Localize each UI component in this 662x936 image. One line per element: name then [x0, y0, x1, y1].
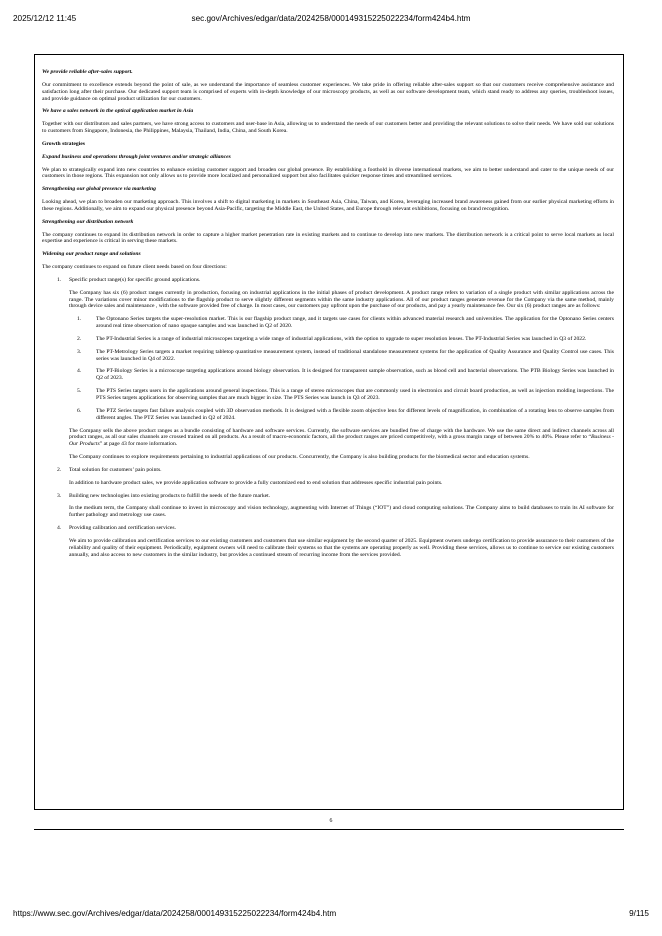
- product-range-number: 2.: [77, 335, 82, 342]
- direction-paragraph-pricing: [69, 428, 614, 449]
- direction-paragraph: In addition to hardware product sales, we provide application software to provide a fully customized end to end solution that addresses specific industrial pain points.: [69, 479, 443, 486]
- product-range-text: The PTZ Series targets fast failure analysis coupled with 3D observation methods. It is designed with a flexible zoom objective lens for different levels of magnification, in combination of a rotating lens to observe samples from different angles. The PTZ Series was launched in Q2 of 2024.: [96, 407, 614, 421]
- direction-lead: Total solution for customers’ pain points.: [69, 466, 162, 473]
- document-page-number: 6: [329, 818, 333, 824]
- product-range-text: The PT-Biology Series is a microscope targeting applications around biology observation. It is designed for transparent sample observation, such as blood cell and bacterial observations. The PTB Biology Series was launched in Q2 of 2023.: [96, 368, 614, 382]
- document-page-frame: [34, 54, 624, 810]
- direction-number: 2.: [57, 466, 62, 473]
- direction-paragraph-exploration: The Company continues to explore requirements pertaining to industrial applications of our products. Concurrently, the Company is also building products for the biomedical sector and education systems.: [69, 454, 530, 461]
- heading-after-sales: We provide reliable after-sales support.: [42, 69, 133, 75]
- heading-global-marketing: Strengthening our global presence via marketing: [42, 186, 156, 193]
- print-page-counter: 9/115: [629, 909, 649, 918]
- product-range-number: 1.: [77, 316, 82, 323]
- direction-number: 1.: [57, 276, 62, 283]
- pricing-text-before: The Company sells the above product ranges as a bundle consisting of hardware and software services. Currently, the software services are bundled free of charge with the hardware. We use the same direct and indirect channels across all product ranges, as all our sales channels are crossed trained on all products. As a result of macro-economic factors, all the product ranges are priced competitively, with a gross margin range of between 20% to 40%. Please refer to “: [69, 427, 614, 441]
- browser-print-header: [0, 14, 662, 26]
- product-range-item: [69, 388, 614, 402]
- direction-lead: Building new technologies into existing products to fulfill the needs of the future market.: [69, 492, 271, 499]
- product-range-number: 3.: [77, 348, 82, 355]
- heading-growth-strategies: Growth strategies: [42, 140, 85, 147]
- heading-sales-network: We have a sales network in the optical application market in Asia: [42, 108, 194, 115]
- direction-item: [42, 493, 614, 520]
- product-range-item: [69, 336, 614, 343]
- product-range-text: The PTS Series targets users in the applications around general inspections. This is a range of stereo microscopes that are commonly used in electronics and circuit board production, as well as injection molding inspections. The PTS Series targets applications for observing samples that are much bigger in size. The PTS Series was launch in Q3 of 2023.: [96, 388, 614, 402]
- direction-item: [42, 525, 614, 559]
- paragraph-distribution-network: The company continues to expand its distribution network in order to capture a higher market penetration rate in existing markets and to continue to develop into new markets. The distribution network is a critical point to serve local markets as local expertise and experience is critical in serving these markets.: [42, 231, 614, 245]
- direction-number: 3.: [57, 492, 62, 499]
- paragraph-widening-product-range: The company continues to expand on future client needs based on four directions:: [42, 264, 227, 270]
- product-range-number: 6.: [77, 407, 82, 414]
- product-range-text: The PT-Industrial Series is a range of industrial microscopes targeting a wide range of industrial applications, with the option to upgrade to super resolution lenses. The PT-Industrial Series was launched in Q3 of 2022.: [96, 335, 587, 342]
- product-range-item: [69, 368, 614, 382]
- product-range-item: [69, 316, 614, 330]
- print-page-title: sec.gov/Archives/edgar/data/2024258/000149315225022234/form424b4.htm: [191, 14, 471, 23]
- direction-paragraph: The Company has six (6) product ranges currently in production, focusing on industrial applications in the initial phases of product development. A product range refers to variation of a single product with similar applications across the range. The variations cover minor modifications to the flagship product to serve slightly different segments within the same industry applications. All of our product ranges generate revenue for the Company via the same method, mainly through device sales and maintenance , with the software provided free of charge. In most cases, our customers pay upfront upon the purchase of our products, and pay a yearly maintenance fee. Our six (6) product ranges are as follows:: [69, 289, 614, 310]
- print-page-url: https://www.sec.gov/Archives/edgar/data/2024258/000149315225022234/form424b4.htm: [13, 909, 337, 918]
- product-range-text: The PT-Metrology Series targets a market requiring tabletop quantitative measurement system, instead of traditional standalone measurement systems for the application of Quality Assurance and Quality Control use cases. This series was launched in Q4 of 2022.: [96, 348, 614, 362]
- product-range-number: 4.: [77, 368, 82, 375]
- direction-number: 4.: [57, 525, 62, 532]
- document-content: [42, 69, 614, 564]
- heading-expand-business: Expand business and operations through joint ventures and/or strategic alliances: [42, 153, 231, 160]
- paragraph-sales-network: Together with our distributors and sales partners, we have strong access to customers and user-base in Asia, allowing us to understand the needs of our customers better and providing the relevant solutions to solve their needs. We have sold our solutions to customers from Singapore, Indonesia, the Philippines, Malaysia, Thailand, India, China, and South Korea.: [42, 121, 614, 135]
- heading-distribution-network: Strengthening our distribution network: [42, 218, 134, 225]
- page-bottom-rule: [34, 829, 624, 830]
- product-range-item: [69, 408, 614, 422]
- direction-item: [42, 277, 614, 461]
- direction-lead: Specific product range(s) for specific ground applications.: [69, 276, 201, 283]
- paragraph-global-marketing: Looking ahead, we plan to broaden our marketing approach. This involves a shift to digital marketing in markets in Southeast Asia, China, Taiwan, and Korea, leveraging increased brand awareness gained from our earlier physical marketing efforts in these regions. Additionally, we aim to expand our physical presence beyond Asia-Pacific, targeting the Middle East, the United States, and Europe through relevant exhibitions, focusing on brand recognition.: [42, 199, 614, 212]
- cross-reference-link[interactable]: Business - Our Products: [69, 434, 615, 448]
- browser-print-footer: [0, 909, 662, 921]
- direction-paragraph: In the medium term, the Company shall continue to invest in microscopy and vision technology, augmenting with Internet of Things (“IOT”) and cloud computing solutions. The Company aims to build databases to train its AI software for further pathology and metrology use cases.: [69, 505, 614, 519]
- paragraph-expand-business: We plan to strategically expand into new countries to enhance existing customer support and broaden our global presence. By establishing a foothold in diverse international markets, we aim to better understand and cater to the unique needs of our customers in those regions. This expansion not only allows us to provide more localized and personalized support but also facilitates quicker response times and streamlined services.: [42, 166, 614, 180]
- print-datetime: 2025/12/12 11:45: [13, 14, 77, 23]
- paragraph-after-sales: Our commitment to excellence extends beyond the point of sale, as we understand the importance of seamless customer experiences. We take pride in offering reliable after-sales support so that our customers receive comprehensive assistance and satisfaction long after their purchase. Our dedicated support team is comprised of experts with in-depth knowledge of our microscopy products, as well as our software development team, which stand ready to address any queries, troubleshoot issues, and provide guidance on optimal product utilization for our customers.: [42, 81, 614, 102]
- direction-item: [42, 467, 614, 487]
- direction-paragraph: We aim to provide calibration and certification services to our existing customers and customers that use similar equipment by the second quarter of 2025. Equipment owners undergo certification to provide assurance to their customers of the reliability and quality of their equipment. Periodically, equipment owners will need to calibrate their systems so that the systems are operating properly as well. Providing these services, allows us to continue to service our existing customers annually, and also access to new customers in the similar industry, but provides a continued stream of recurring income from the services provided.: [69, 537, 614, 558]
- product-range-item: [69, 349, 614, 363]
- direction-lead: Providing calibration and certification services.: [69, 525, 176, 532]
- heading-widening-product-range: Widening our product range and solutions: [42, 251, 141, 258]
- product-range-text: The Optonano Series targets the super-resolution market. This is our flagship product range, and it targets use cases for clients within advanced material research and universities. The application for the Optonano Series centers around real time observation of nano opaque samples and was launched in Q2 of 2020.: [96, 316, 614, 330]
- pricing-text-after: ” at page 43 for more information.: [99, 441, 178, 448]
- product-range-number: 5.: [77, 388, 82, 395]
